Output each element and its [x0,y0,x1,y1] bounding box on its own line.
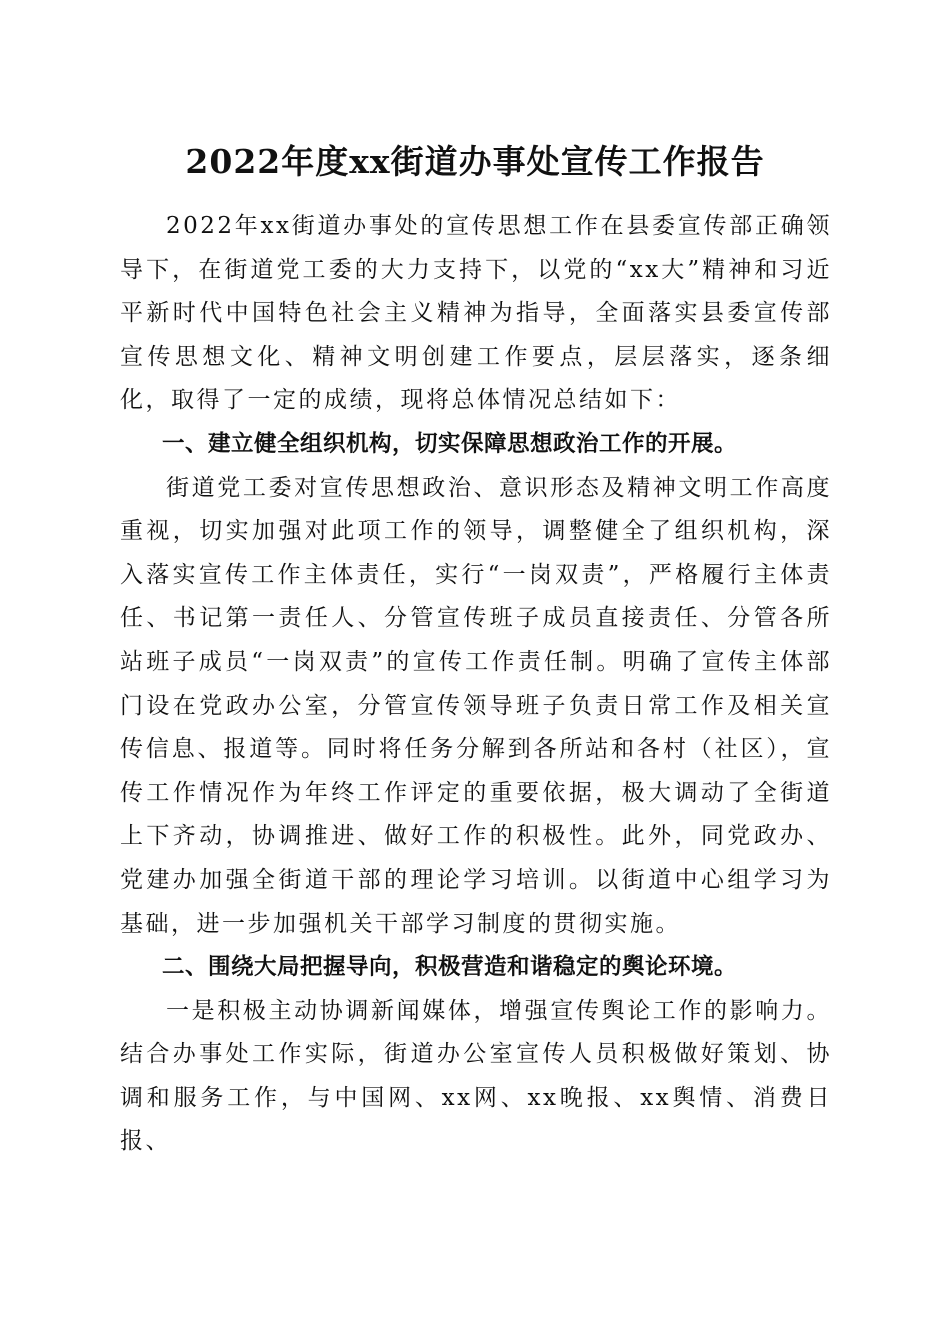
section-2-paragraph: 一是积极主动协调新闻媒体，增强宣传舆论工作的影响力。结合办事处工作实际，街道办公室宣传人员积极做好策划、协调和服务工作，与中国网、xx网、xx晚报、xx舆情、消费日报、 [120,997,832,1155]
section-1-paragraph: 街道党工委对宣传思想政治、意识形态及精神文明工作高度重视，切实加强对此项工作的领导，调整健全了组织机构，深入落实宣传工作主体责任，实行“一岗双责”，严格履行主体责任、书记第一责任人、分管宣传班子成员直接责任、分管各所站班子成员“一岗双责”的宣传工作责任制。明确了宣传主体部门设在党政办公室，分管宣传领导班子负责日常工作及相关宣传信息、报道等。同时将任务分解到各所站和各村（社区），宣传工作情况作为年终工作评定的重要依据，极大调动了全街道上下齐动，协调推进、做好工作的积极性。此外，同党政办、党建办加强全街道干部的理论学习培训。以街道中心组学习为基础，进一步加强机关干部学习制度的贯彻实施。 [120,474,832,937]
document-body [120,205,832,1164]
section-2-heading: 二、围绕大局把握导向，积极营造和谐稳定的舆论环境。 [162,954,738,981]
intro-paragraph: 2022年xx街道办事处的宣传思想工作在县委宣传部正确领导下，在街道党工委的大力支持下，以党的“xx大”精神和习近平新时代中国特色社会主义精神为指导，全面落实县委宣传部宣传思想文化、精神文明创建工作要点，层层落实，逐条细化，取得了一定的成绩，现将总体情况总结如下： [120,213,832,414]
section-1-heading: 一、建立健全组织机构，切实保障思想政治工作的开展。 [162,430,738,457]
document-title: 2022年度xx街道办事处宣传工作报告 [185,142,765,181]
